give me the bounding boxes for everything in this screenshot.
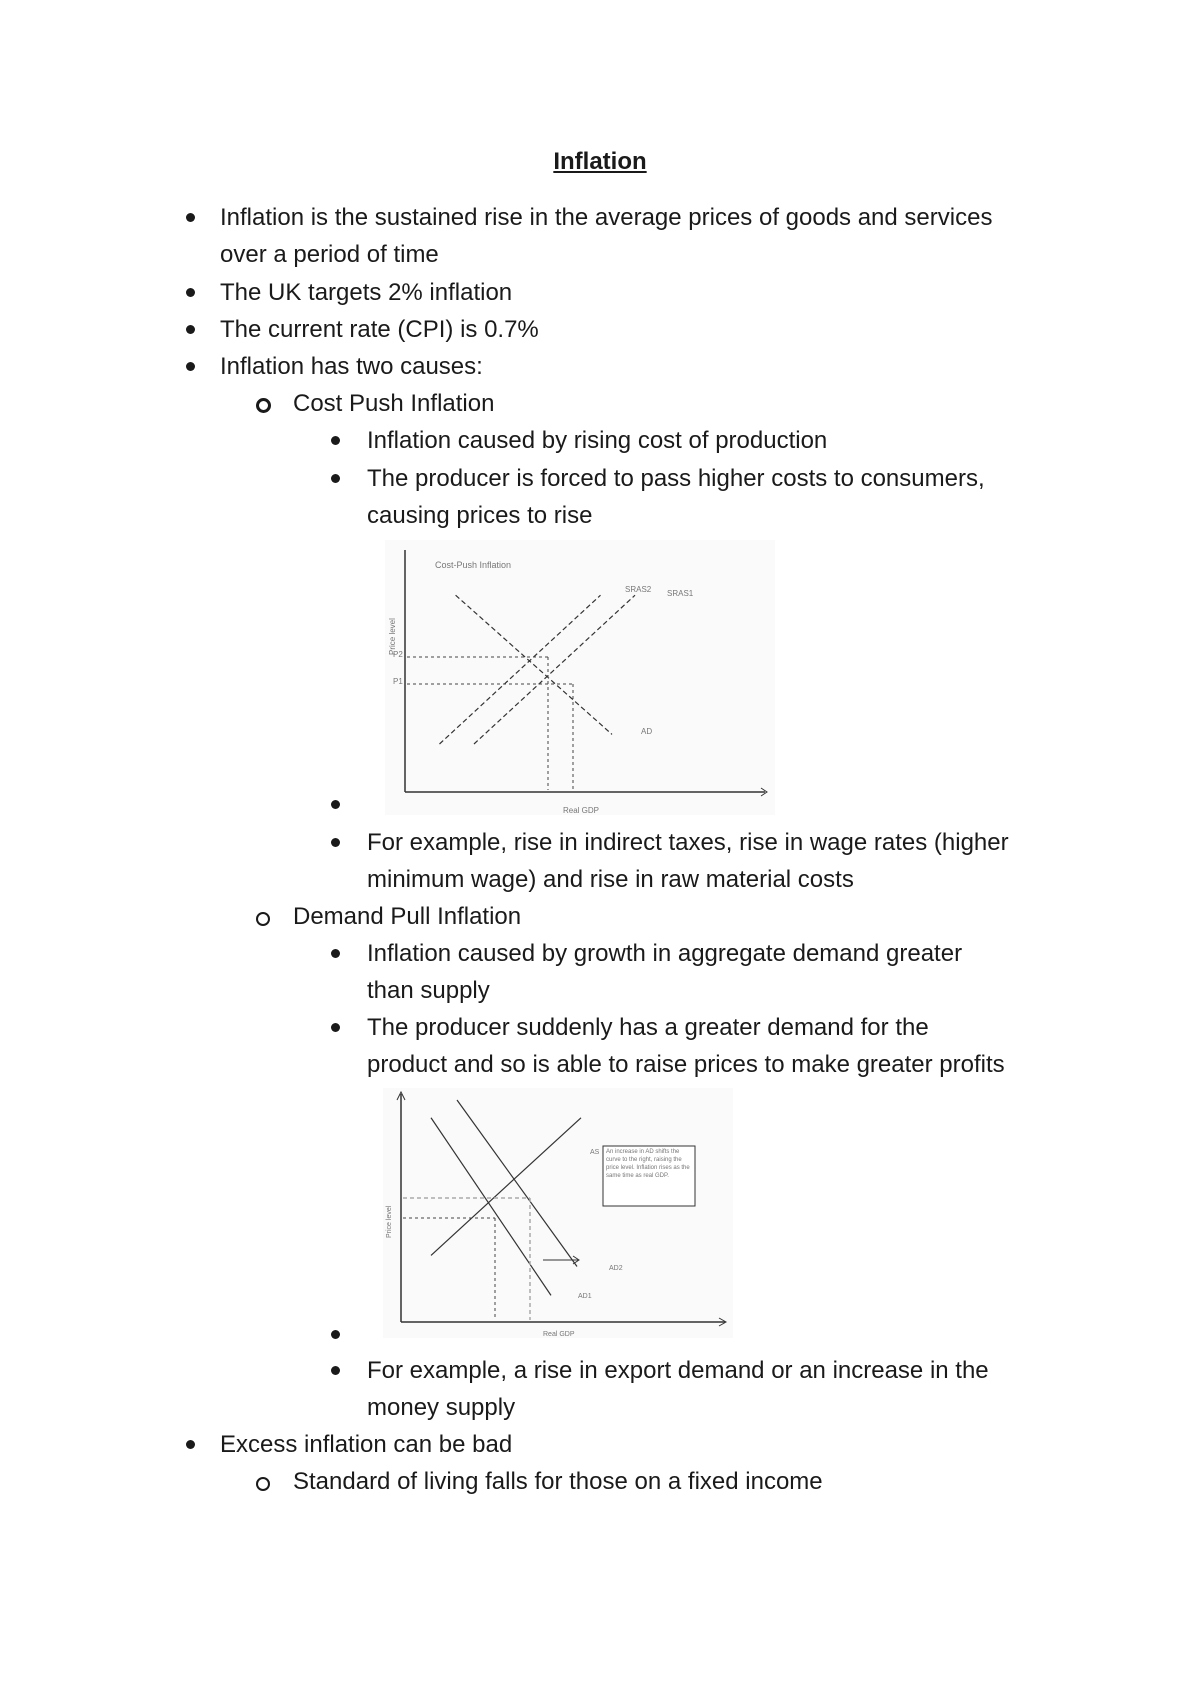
bullet-icon — [331, 800, 340, 809]
tick-label-p2: P2 — [393, 650, 403, 659]
bullet-icon — [331, 1366, 340, 1375]
chart-background — [383, 1088, 733, 1338]
series-label-ad2: AD2 — [609, 1265, 623, 1272]
definition-line-2: over a period of time — [220, 241, 439, 268]
x-axis-label: Real GDP — [543, 1331, 575, 1338]
demand-pull-point-2b: product and so is able to raise prices to make greater profits — [367, 1051, 1005, 1078]
series-label-sras1: SRAS1 — [667, 589, 694, 598]
bullet-icon — [331, 838, 340, 847]
cost-push-point-1: Inflation caused by rising cost of production — [367, 427, 828, 454]
sub-bullet-icon — [256, 912, 270, 926]
definition-line-1: Inflation is the sustained rise in the average prices of goods and services — [220, 204, 993, 231]
y-axis-label: Price level — [386, 1205, 393, 1238]
bullet-icon — [186, 288, 195, 297]
y-axis-label: Price level — [388, 618, 397, 655]
sub-bullet-icon — [256, 1477, 270, 1491]
annotation-text: An increase in AD shifts the curve to the right, raising the price level. Inflation rises as the same time as real GDP. — [606, 1149, 690, 1179]
bullet-icon — [331, 474, 340, 483]
cost-push-chart — [385, 540, 775, 815]
demand-pull-heading: Demand Pull Inflation — [293, 903, 522, 930]
demand-pull-example-1: For example, a rise in export demand or an increase in the — [367, 1357, 989, 1384]
cost-push-point-2b: causing prices to rise — [367, 502, 593, 529]
demand-pull-chart — [383, 1088, 733, 1338]
cost-push-example-2: minimum wage) and rise in raw material costs — [367, 866, 854, 893]
chart-title: Cost-Push Inflation — [435, 560, 512, 570]
excess-line: Excess inflation can be bad — [220, 1431, 513, 1458]
tick-label-p1: P1 — [393, 677, 403, 686]
series-label-ad: AD — [641, 727, 653, 736]
bullet-icon — [331, 1330, 340, 1339]
bullet-icon — [331, 1023, 340, 1032]
demand-pull-point-1b: than supply — [367, 977, 490, 1004]
x-axis-label: Real GDP — [563, 806, 600, 815]
target-line: The UK targets 2% inflation — [220, 279, 513, 306]
demand-pull-point-1a: Inflation caused by growth in aggregate demand greater — [367, 940, 963, 967]
demand-pull-point-2a: The producer suddenly has a greater demand for the — [367, 1014, 929, 1041]
cost-push-heading: Cost Push Inflation — [293, 390, 495, 417]
cost-push-example-1: For example, rise in indirect taxes, rise in wage rates (higher — [367, 829, 1009, 856]
bullet-icon — [186, 1440, 195, 1449]
bullet-icon — [186, 213, 195, 222]
cost-push-point-2a: The producer is forced to pass higher costs to consumers, — [367, 465, 985, 492]
demand-pull-example-2: money supply — [367, 1394, 516, 1421]
bullet-icon — [186, 325, 195, 334]
bullet-icon — [331, 949, 340, 958]
bullet-icon — [331, 436, 340, 445]
page-title: Inflation — [553, 148, 647, 175]
current-rate-line: The current rate (CPI) is 0.7% — [220, 316, 539, 343]
series-label-sras2: SRAS2 — [625, 585, 652, 594]
series-label-as: AS — [590, 1149, 600, 1156]
chart-background — [385, 540, 775, 815]
sub-bullet-icon — [256, 398, 271, 413]
excess-sub-line: Standard of living falls for those on a fixed income — [293, 1468, 823, 1495]
bullet-icon — [186, 362, 195, 371]
causes-line: Inflation has two causes: — [220, 353, 483, 380]
series-label-ad1: AD1 — [578, 1293, 592, 1300]
